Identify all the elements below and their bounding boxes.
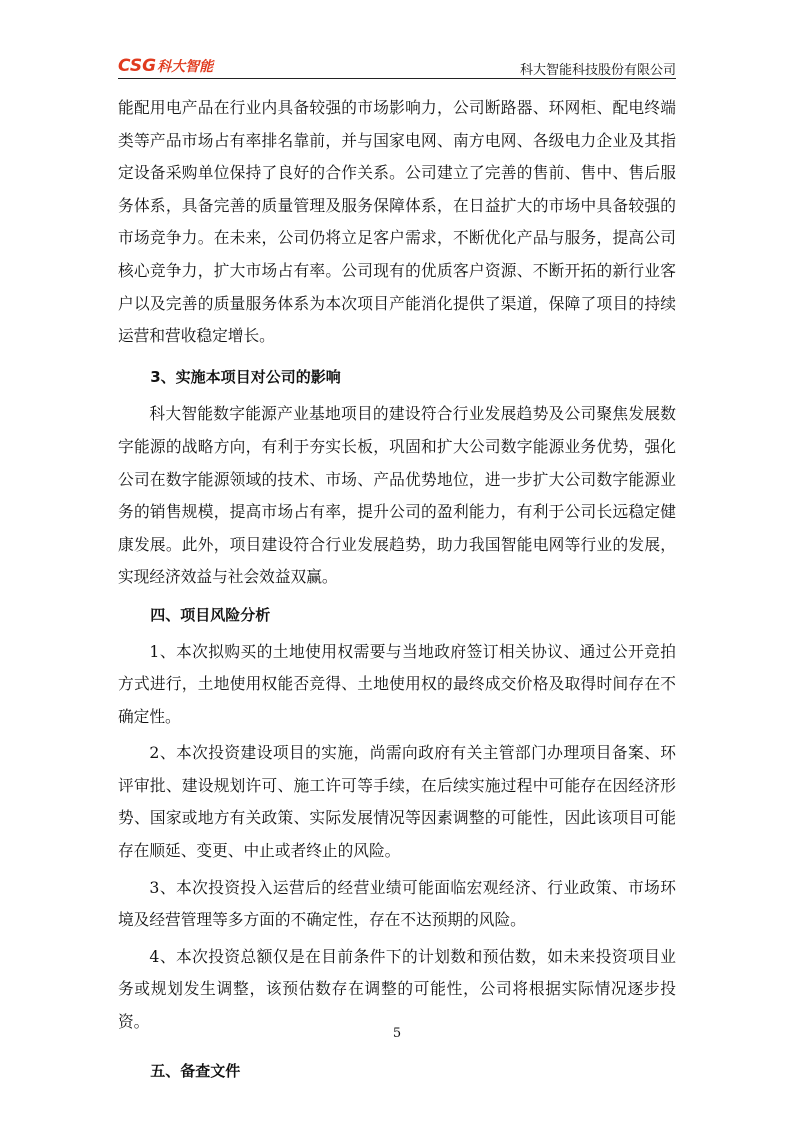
header-divider <box>118 78 676 79</box>
section-4-heading: 四、项目风险分析 <box>150 605 271 624</box>
risk-item-3: 3、本次投资投入运营后的经营业绩可能面临宏观经济、行业政策、市场环境及经营管理等多方面的不确定性，存在不达预期的风险。 <box>118 877 676 930</box>
intro-paragraph: 能配用电产品在行业内具备较强的市场影响力，公司断路器、环网柜、配电终端类等产品市场占有率排名靠前，并与国家电网、南方电网、各级电力企业及其指定设备采购单位保持了良好的合作关系。公司建立了完善的售前、售中、售后服务体系，具备完善的质量管理及服务保障体系，在日益扩大的市场中具备较强的市场竞争力。在未来，公司仍将立足客户需求，不断优化产品与服务，提高公司核心竞争力，扩大市场占有率。公司现有的优质客户资源、不断开拓的新行业客户以及完善的质量服务体系为本次项目产能消化提供了渠道，保障了项目的持续运营和营收稳定增长。 <box>118 98 676 346</box>
risk-item-1: 1、本次拟购买的土地使用权需要与当地政府签订相关协议、通过公开竞拍方式进行，土地使用权能否竞得、土地使用权的最终成交价格及取得时间存在不确定性。 <box>118 641 676 726</box>
logo-chinese-text: 科大智能 <box>157 59 214 75</box>
section-3-heading: 3、实施本项目对公司的影响 <box>150 367 341 386</box>
page-number: 5 <box>392 1026 402 1041</box>
risk-item-2: 2、本次投资建设项目的实施，尚需向政府有关主管部门办理项目备案、环评审批、建设规划许可、施工许可等手续，在后续实施过程中可能存在因经济形势、国家或地方有关政策、实际发展情况等因素调整的可能性，因此该项目可能存在顺延、变更、中止或者终止的风险。 <box>118 743 676 861</box>
section-5-heading: 五、备查文件 <box>150 1061 241 1080</box>
risk-item-4: 4、本次投资总额仅是在目前条件下的计划数和预估数，如未来投资项目业务或规划发生调整，该预估数存在调整的可能性，公司将根据实际情况逐步投资。 <box>118 946 676 1032</box>
section-3-paragraph: 科大智能数字能源产业基地项目的建设符合行业发展趋势及公司聚焦发展数字能源的战略方向，有利于夯实长板，巩固和扩大公司数字能源业务优势，强化公司在数字能源领域的技术、市场、产品优势地位，进一步扩大公司数字能源业务的销售规模，提高市场占有率，提升公司的盈利能力，有利于公司长远稳定健康发展。此外，项目建设符合行业发展趋势，助力我国智能电网等行业的发展，实现经济效益与社会效益双赢。 <box>118 404 676 587</box>
company-logo <box>118 56 213 76</box>
page-header <box>118 56 676 78</box>
logo-text: CSG <box>118 56 157 76</box>
document-body <box>118 92 676 1087</box>
company-name: 科大智能科技股份有限公司 <box>519 63 676 78</box>
